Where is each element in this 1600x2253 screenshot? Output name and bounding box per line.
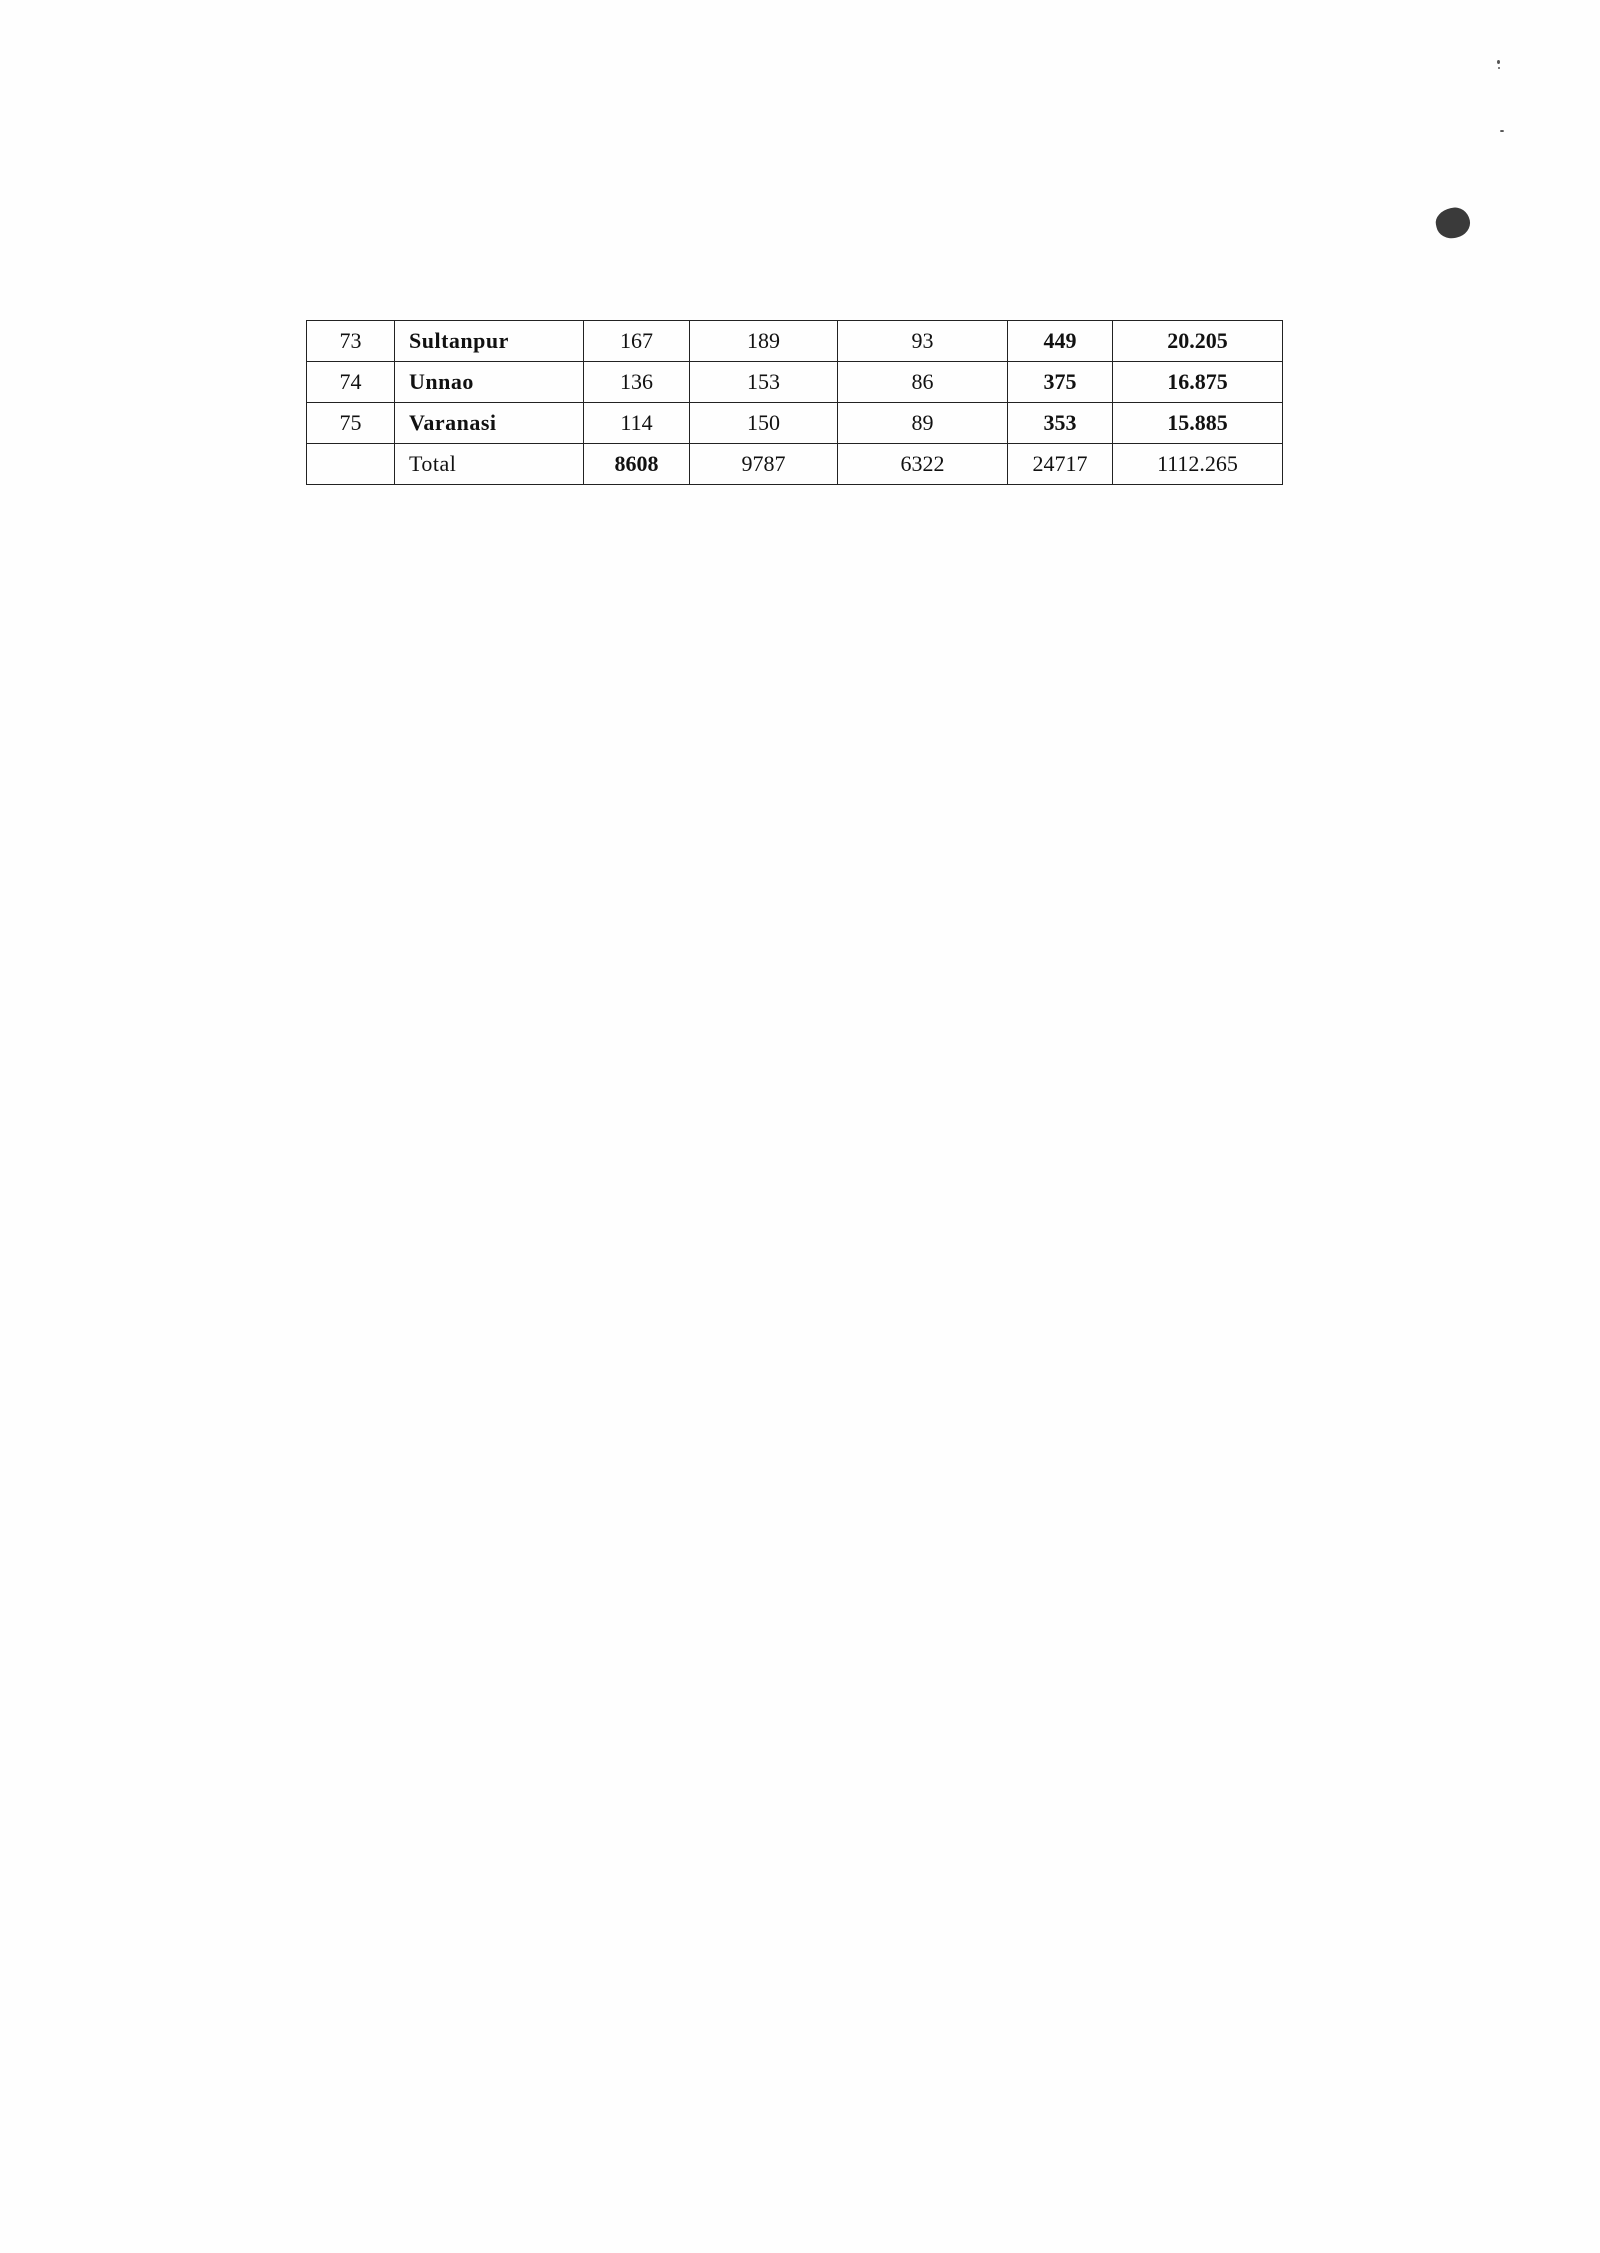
value-cell: 150 (690, 403, 838, 444)
table-row (307, 321, 1283, 362)
value-cell: 86 (838, 362, 1008, 403)
total-row (307, 444, 1283, 485)
value-cell: 167 (584, 321, 690, 362)
value-cell: 136 (584, 362, 690, 403)
amount-cell: 15.885 (1113, 403, 1283, 444)
table-row (307, 403, 1283, 444)
value-cell: 114 (584, 403, 690, 444)
district-name: Sultanpur (395, 321, 584, 362)
speck (1497, 60, 1500, 64)
total-label: Total (395, 444, 584, 485)
row-total-cell: 449 (1008, 321, 1113, 362)
total-value-cell: 8608 (584, 444, 690, 485)
total-value-cell: 9787 (690, 444, 838, 485)
value-cell: 189 (690, 321, 838, 362)
district-name: Varanasi (395, 403, 584, 444)
district-name: Unnao (395, 362, 584, 403)
table-row (307, 362, 1283, 403)
amount-cell: 20.205 (1113, 321, 1283, 362)
row-total-cell: 375 (1008, 362, 1113, 403)
ink-blot (1433, 205, 1472, 241)
serial-number: 75 (307, 403, 395, 444)
row-total-cell: 353 (1008, 403, 1113, 444)
value-cell: 93 (838, 321, 1008, 362)
speck (1500, 130, 1504, 132)
speck (1498, 67, 1500, 69)
total-amount-cell: 1112.265 (1113, 444, 1283, 485)
amount-cell: 16.875 (1113, 362, 1283, 403)
total-value-cell: 24717 (1008, 444, 1113, 485)
value-cell: 89 (838, 403, 1008, 444)
value-cell: 153 (690, 362, 838, 403)
district-data-table (306, 320, 1283, 485)
serial-number: 74 (307, 362, 395, 403)
empty-cell (307, 444, 395, 485)
total-value-cell: 6322 (838, 444, 1008, 485)
serial-number: 73 (307, 321, 395, 362)
